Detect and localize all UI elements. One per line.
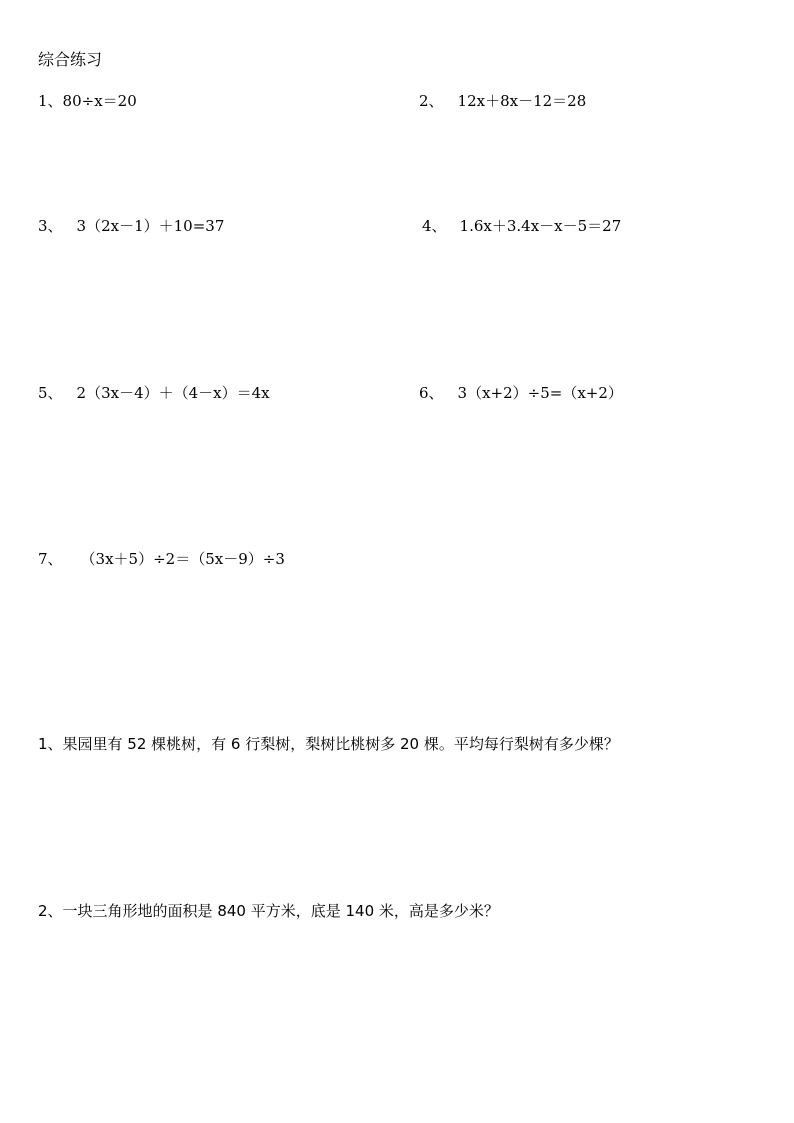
equation-number: 7、 (38, 550, 63, 568)
equation-6 (419, 383, 623, 403)
equation-expression: 1.6x＋3.4x－x－5＝27 (459, 217, 622, 235)
equation-1 (38, 91, 137, 111)
equation-expression: 3（x+2）÷5=（x+2） (457, 384, 623, 402)
equation-expression: （3x＋5）÷2＝（5x－9）÷3 (80, 550, 285, 568)
word-problem-2: 2、一块三角形地的面积是 840 平方米，底是 140 米，高是多少米？ (38, 902, 499, 920)
equation-expression: 3（2x－1）＋10=37 (76, 217, 225, 235)
equation-3 (38, 216, 224, 236)
equation-number: 1、 (38, 92, 63, 110)
equation-4 (422, 216, 621, 236)
equation-5 (38, 383, 270, 403)
equation-expression: 12x＋8x－12＝28 (457, 92, 587, 110)
equation-number: 3、 (38, 217, 63, 235)
equation-number: 4、 (422, 217, 447, 235)
equation-expression: 2（3x－4）＋（4－x）＝4x (76, 384, 270, 402)
equation-number: 2、 (419, 92, 444, 110)
equation-expression: 80÷x＝20 (62, 92, 137, 110)
worksheet-title: 综合练习 (38, 50, 103, 69)
equation-number: 6、 (419, 384, 444, 402)
equation-number: 5、 (38, 384, 63, 402)
equation-7 (38, 549, 285, 569)
equation-2 (419, 91, 586, 111)
word-problem-1: 1、果园里有 52 棵桃树，有 6 行梨树，梨树比桃树多 20 棵。平均每行梨树有多少棵？ (38, 735, 619, 753)
